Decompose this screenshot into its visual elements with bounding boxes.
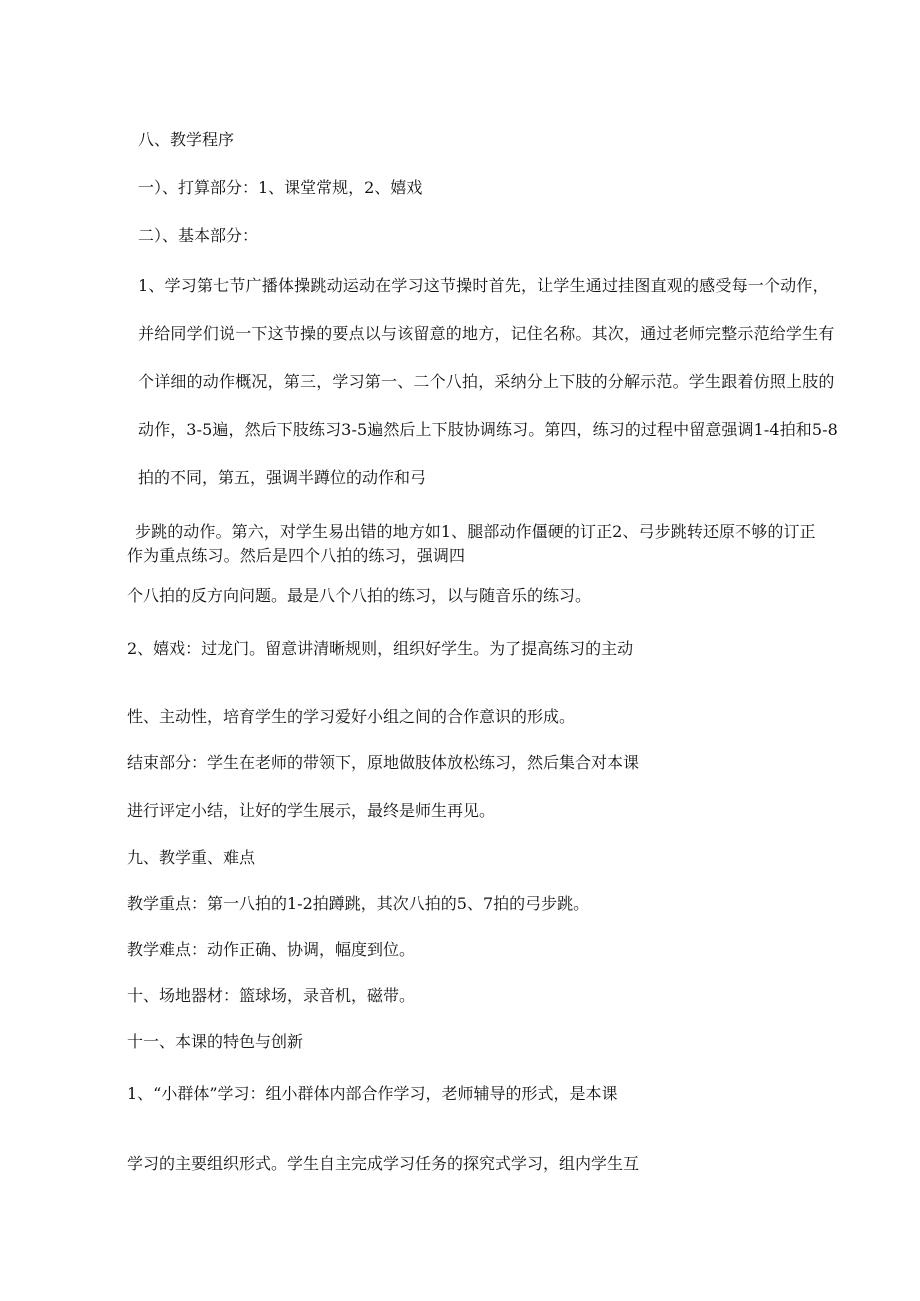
paragraph-line: 拍的不同，第五，强调半蹲位的动作和弓 [138, 468, 427, 487]
section-heading-venue-equipment: 十、场地器材：篮球场，录音机，磁带。 [127, 986, 416, 1005]
difficult-point-line: 教学难点：动作正确、协调，幅度到位。 [127, 940, 416, 959]
game-item-line: 2、嬉戏：过龙门。留意讲清晰规则，组织好学生。为了提高练习的主动 [127, 639, 634, 658]
paragraph-line: 个详细的动作概况，第三，学习第一、二个八拍，采纳分上下肢的分解示范。学生跟着仿照上肢的 [138, 372, 835, 391]
paragraph-line: 并给同学们说一下这节操的要点以与该留意的地方，记住名称。其次，通过老师完整示范给学生有 [138, 324, 835, 343]
preparation-part-line: 一）、打算部分：1、课堂常规，2、嬉戏 [138, 178, 423, 197]
paragraph-line: 步跳的动作。第六，对学生易出错的地方如1、腿部动作僵硬的订正2、弓步跳转还原不够的订正 [135, 522, 816, 541]
basic-part-heading: 二）、基本部分： [138, 226, 259, 245]
paragraph-line: 作为重点练习。然后是四个八拍的练习，强调四 [127, 546, 466, 565]
paragraph-line: 性、主动性，培育学生的学习爱好小组之间的合作意识的形成。 [127, 707, 576, 726]
paragraph-line: 学习的主要组织形式。学生自主完成学习任务的探究式学习，组内学生互 [127, 1154, 640, 1173]
paragraph-line: 1、学习第七节广播体操跳动运动在学习这节操时首先，让学生通过挂图直观的感受每一个动作， [138, 276, 829, 295]
section-heading-key-difficult-points: 九、教学重、难点 [127, 848, 256, 867]
key-point-line: 教学重点：第一八拍的1-2拍蹲跳，其次八拍的5、7拍的弓步跳。 [127, 894, 590, 913]
ending-part-line: 结束部分：学生在老师的带领下，原地做肢体放松练习，然后集合对本课 [127, 753, 640, 772]
paragraph-line: 进行评定小结，让好的学生展示，最终是师生再见。 [127, 801, 496, 820]
paragraph-line: 动作，3-5遍，然后下肢练习3-5遍然后上下肢协调练习。第四，练习的过程中留意强调1-4拍和5-8 [138, 420, 838, 439]
section-heading-teaching-procedure: 八、教学程序 [138, 130, 235, 149]
small-group-learning-line: 1、“小群体”学习：组小群体内部合作学习，老师辅导的形式，是本课 [127, 1084, 618, 1103]
paragraph-line: 个八拍的反方向问题。最是八个八拍的练习，以与随音乐的练习。 [127, 586, 592, 605]
section-heading-features-innovation: 十一、本课的特色与创新 [127, 1032, 304, 1051]
